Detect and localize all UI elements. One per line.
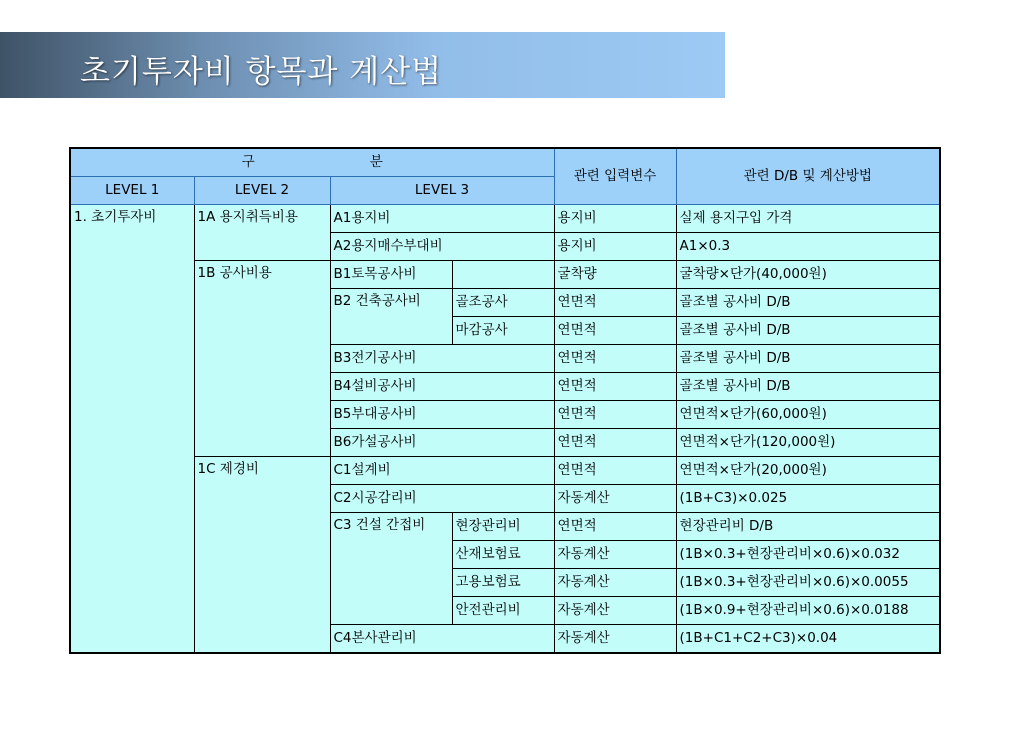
header-calc-method: 관련 D/B 및 계산방법: [676, 148, 940, 205]
level3-sub-cell: 마감공사: [452, 317, 554, 345]
level3-cell: B1토목공사비: [330, 261, 452, 289]
table-row: [70, 205, 940, 233]
table-row: [70, 457, 940, 485]
calc-cell: 골조별 공사비 D/B: [676, 345, 940, 373]
input-var-cell: 연면적: [554, 373, 676, 401]
calc-cell: (1B×0.9+현장관리비×0.6)×0.0188: [676, 597, 940, 625]
input-var-cell: 자동계산: [554, 625, 676, 654]
level3-cell: C2시공감리비: [330, 485, 554, 513]
level1-cell: 1. 초기투자비: [70, 205, 194, 654]
calc-cell: 골조별 공사비 D/B: [676, 317, 940, 345]
level2-cell: 1A 용지취득비용: [194, 205, 330, 261]
calc-cell: 현장관리비 D/B: [676, 513, 940, 541]
calc-cell: A1×0.3: [676, 233, 940, 261]
level3-sub-cell: 현장관리비: [452, 513, 554, 541]
calc-cell: 연면적×단가(120,000원): [676, 429, 940, 457]
level2-cell: 1C 제경비: [194, 457, 330, 654]
input-var-cell: 연면적: [554, 345, 676, 373]
header-level2: LEVEL 2: [194, 177, 330, 205]
level3-sub-cell: 골조공사: [452, 289, 554, 317]
page-title: 초기투자비 항목과 계산법: [80, 54, 443, 90]
level3-group-cell: B2 건축공사비: [330, 289, 452, 345]
level3-sub-cell: 안전관리비: [452, 597, 554, 625]
header-gubun-left: 구: [241, 153, 255, 170]
level3-sub-cell: [452, 261, 554, 289]
header-level1: LEVEL 1: [70, 177, 194, 205]
level3-cell: C4본사관리비: [330, 625, 554, 654]
level3-cell: B4설비공사비: [330, 373, 554, 401]
header-gubun: [70, 148, 554, 177]
input-var-cell: 연면적: [554, 513, 676, 541]
input-var-cell: 연면적: [554, 289, 676, 317]
level3-cell: A1용지비: [330, 205, 554, 233]
input-var-cell: 연면적: [554, 317, 676, 345]
header-level3: LEVEL 3: [330, 177, 554, 205]
input-var-cell: 연면적: [554, 457, 676, 485]
calc-cell: 골조별 공사비 D/B: [676, 289, 940, 317]
level3-cell: B6가설공사비: [330, 429, 554, 457]
calc-cell: (1B+C1+C2+C3)×0.04: [676, 625, 940, 654]
table-row: [70, 261, 940, 289]
input-var-cell: 용지비: [554, 233, 676, 261]
calc-cell: (1B×0.3+현장관리비×0.6)×0.0055: [676, 569, 940, 597]
level3-cell: C1설계비: [330, 457, 554, 485]
level3-cell: B5부대공사비: [330, 401, 554, 429]
level3-cell: B3전기공사비: [330, 345, 554, 373]
calc-cell: 연면적×단가(60,000원): [676, 401, 940, 429]
input-var-cell: 자동계산: [554, 485, 676, 513]
header-row-top: [70, 148, 940, 177]
input-var-cell: 연면적: [554, 401, 676, 429]
input-var-cell: 자동계산: [554, 597, 676, 625]
calc-cell: (1B+C3)×0.025: [676, 485, 940, 513]
input-var-cell: 연면적: [554, 429, 676, 457]
investment-cost-table: [69, 147, 941, 654]
level3-sub-cell: 산재보험료: [452, 541, 554, 569]
calc-cell: 골조별 공사비 D/B: [676, 373, 940, 401]
level2-cell: 1B 공사비용: [194, 261, 330, 457]
calc-cell: 굴착량×단가(40,000원): [676, 261, 940, 289]
calc-cell: 실제 용지구입 가격: [676, 205, 940, 233]
input-var-cell: 굴착량: [554, 261, 676, 289]
level3-sub-cell: 고용보험료: [452, 569, 554, 597]
level3-group-cell: C3 건설 간접비: [330, 513, 452, 625]
level3-cell: A2용지매수부대비: [330, 233, 554, 261]
input-var-cell: 용지비: [554, 205, 676, 233]
title-bar: [0, 32, 725, 98]
calc-cell: (1B×0.3+현장관리비×0.6)×0.032: [676, 541, 940, 569]
header-input-var: 관련 입력변수: [554, 148, 676, 205]
header-gubun-right: 분: [369, 153, 383, 170]
input-var-cell: 자동계산: [554, 569, 676, 597]
input-var-cell: 자동계산: [554, 541, 676, 569]
calc-cell: 연면적×단가(20,000원): [676, 457, 940, 485]
